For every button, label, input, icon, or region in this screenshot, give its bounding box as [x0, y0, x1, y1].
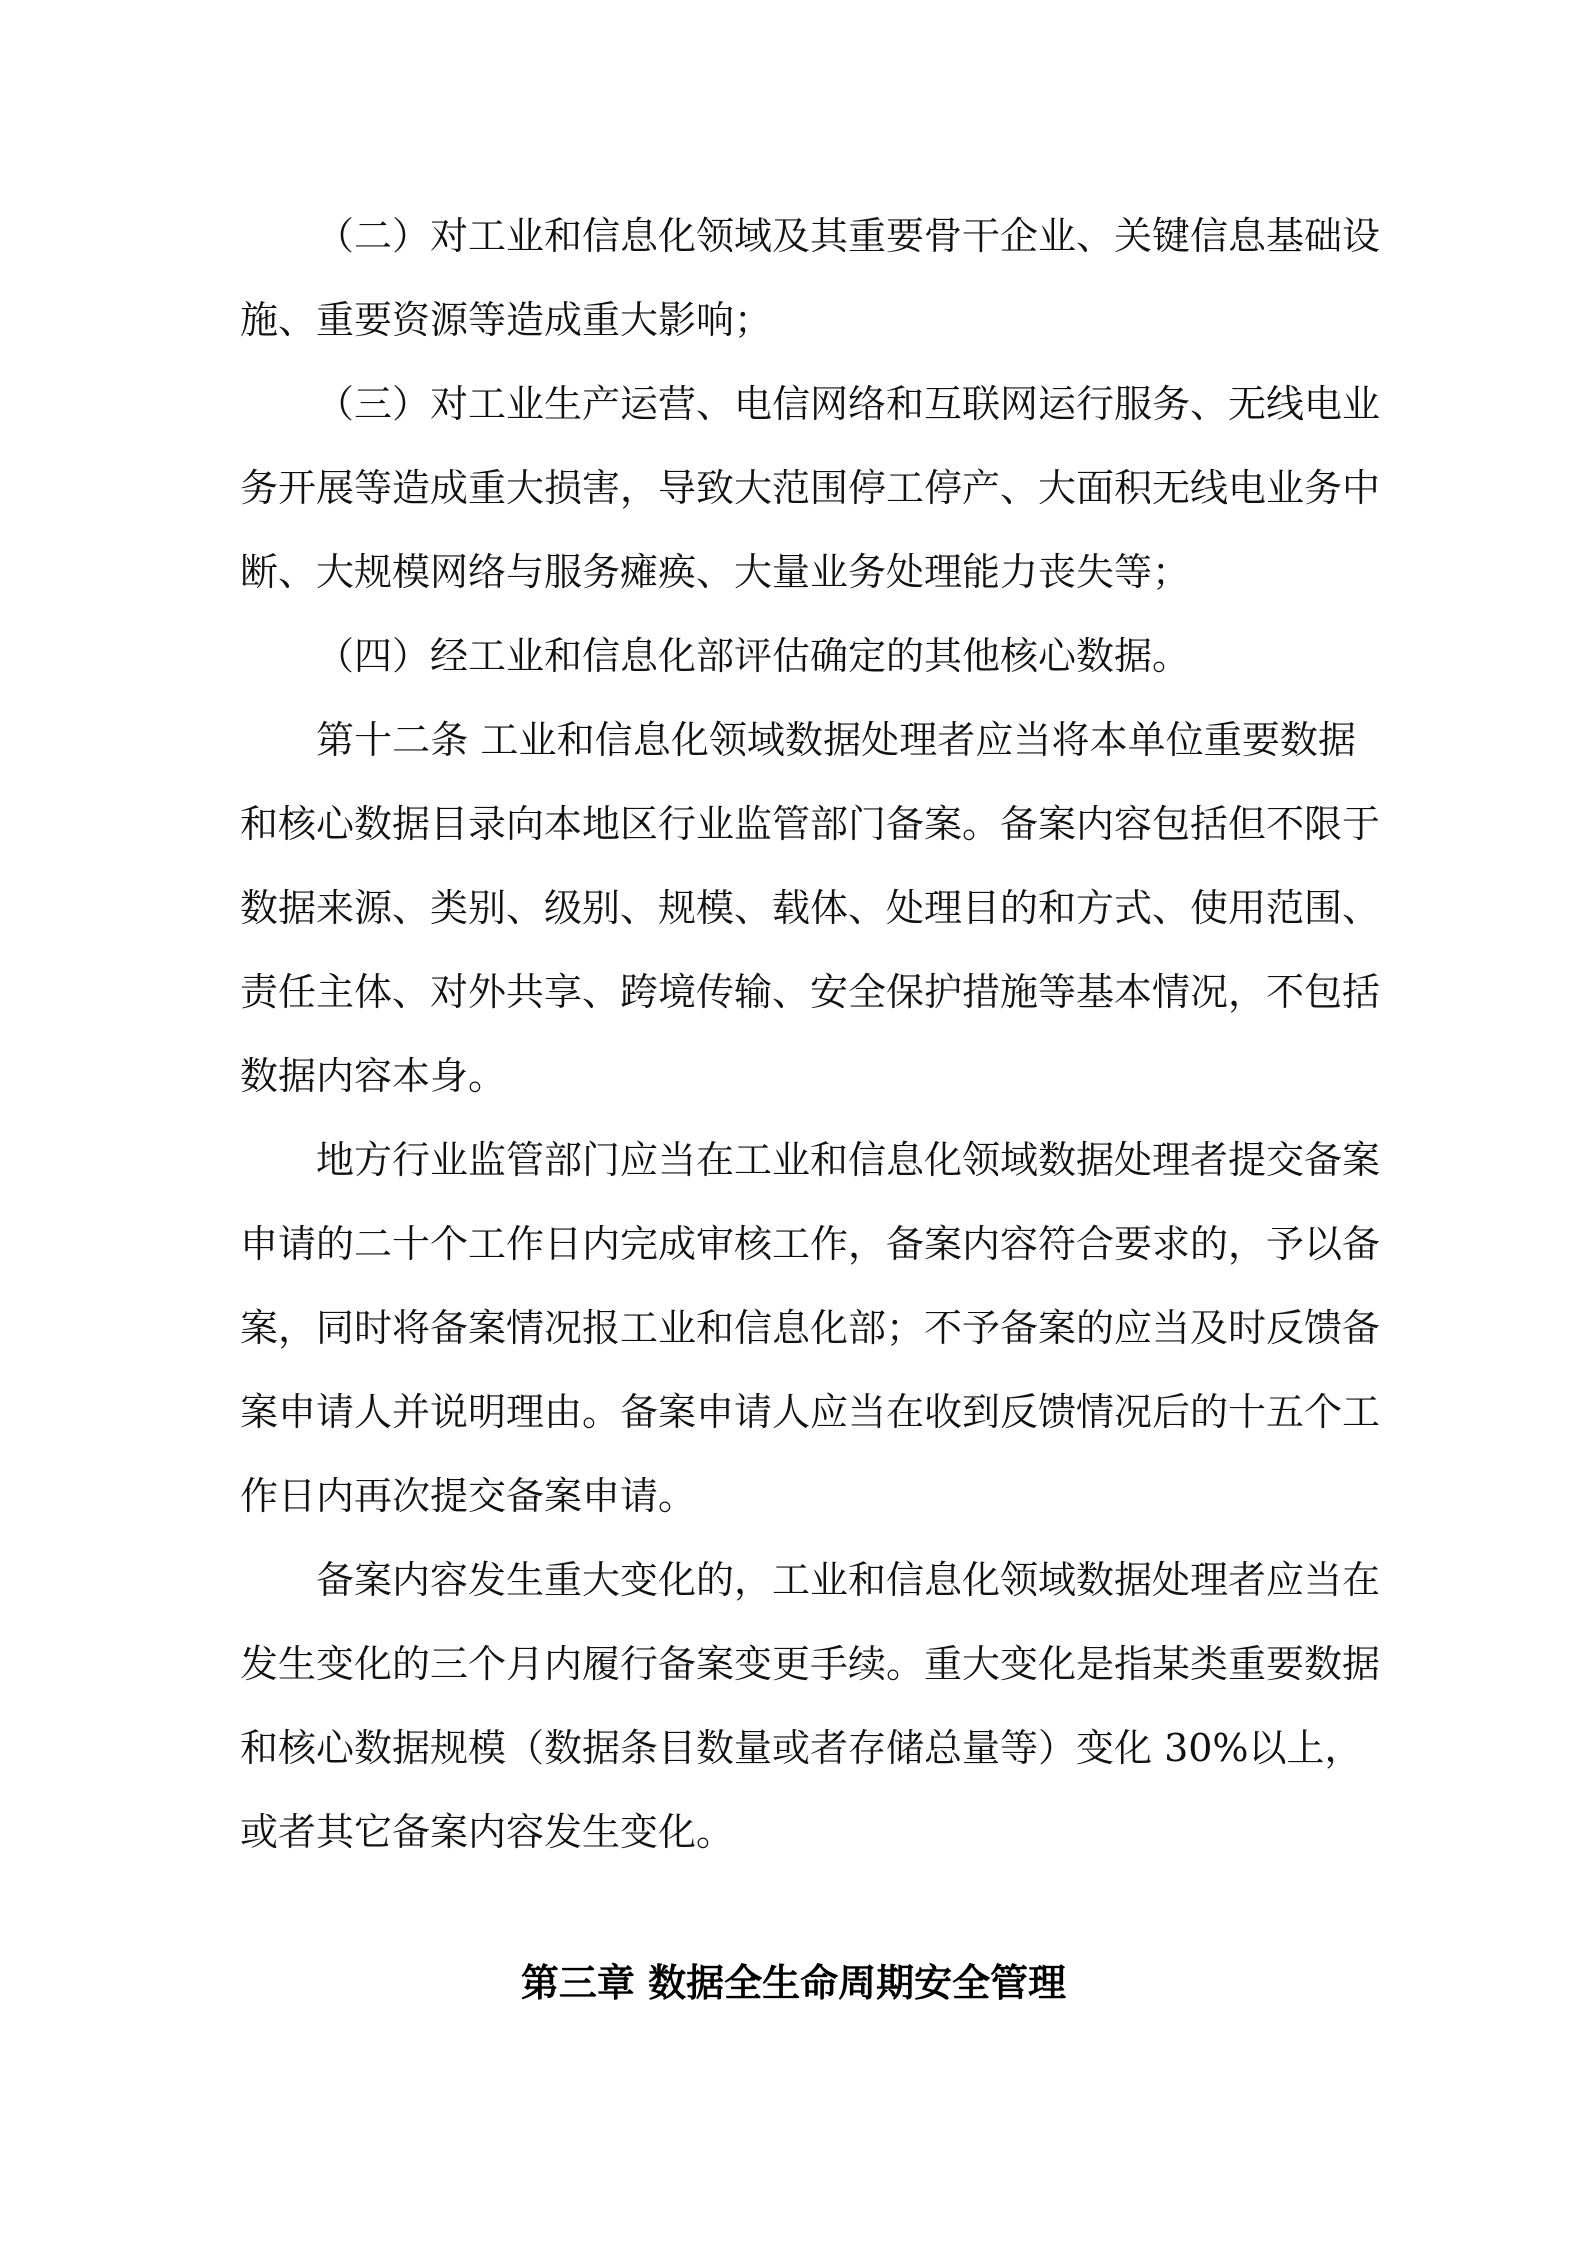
paragraph [240, 614, 1356, 698]
paragraph-line: 第十二条 工业和信息化领域数据处理者应当将本单位重要数据 [316, 718, 1356, 762]
paragraph-line: 或者其它备案内容发生变化。 [240, 1810, 735, 1854]
paragraph [240, 194, 1381, 362]
paragraph-line: 责任主体、对外共享、跨境传输、安全保护措施等基本情况，不包括 [240, 970, 1381, 1014]
paragraph [240, 1538, 1381, 1874]
paragraph-line: 备案内容发生重大变化的，工业和信息化领域数据处理者应当在 [316, 1558, 1381, 1602]
chapter-heading: 第三章 数据全生命周期安全管理 [520, 1961, 1067, 2005]
paragraph-line: 申请的二十个工作日内完成审核工作，备案内容符合要求的，予以备 [240, 1222, 1381, 1266]
paragraph-line: 数据内容本身。 [240, 1054, 507, 1098]
paragraph-line: 断、大规模网络与服务瘫痪、大量业务处理能力丧失等； [240, 550, 1191, 594]
paragraph [240, 362, 1381, 614]
paragraph-line: （二）对工业和信息化领域及其重要骨干企业、关键信息基础设 [316, 214, 1381, 258]
paragraph-line: （四）经工业和信息化部评估确定的其他核心数据。 [316, 634, 1191, 678]
document-body [240, 194, 1381, 1874]
paragraph [240, 1118, 1381, 1538]
paragraph [240, 698, 1381, 1118]
paragraph-line: 发生变化的三个月内履行备案变更手续。重大变化是指某类重要数据 [240, 1642, 1381, 1686]
paragraph-line: 案申请人并说明理由。备案申请人应当在收到反馈情况后的十五个工 [240, 1390, 1381, 1434]
paragraph-line: 和核心数据目录向本地区行业监管部门备案。备案内容包括但不限于 [240, 802, 1381, 846]
paragraph-line: 务开展等造成重大损害，导致大范围停工停产、大面积无线电业务中 [240, 466, 1381, 510]
paragraph-line: 地方行业监管部门应当在工业和信息化领域数据处理者提交备案 [316, 1138, 1381, 1182]
paragraph-line: 案，同时将备案情况报工业和信息化部；不予备案的应当及时反馈备 [240, 1306, 1381, 1350]
paragraph-line: （三）对工业生产运营、电信网络和互联网运行服务、无线电业 [316, 382, 1381, 426]
paragraph-line: 和核心数据规模（数据条目数量或者存储总量等）变化 30%以上， [240, 1726, 1363, 1770]
paragraph-line: 作日内再次提交备案申请。 [240, 1474, 697, 1518]
paragraph-line: 施、重要资源等造成重大影响； [240, 298, 773, 342]
paragraph-line: 数据来源、类别、级别、规模、载体、处理目的和方式、使用范围、 [240, 886, 1381, 930]
